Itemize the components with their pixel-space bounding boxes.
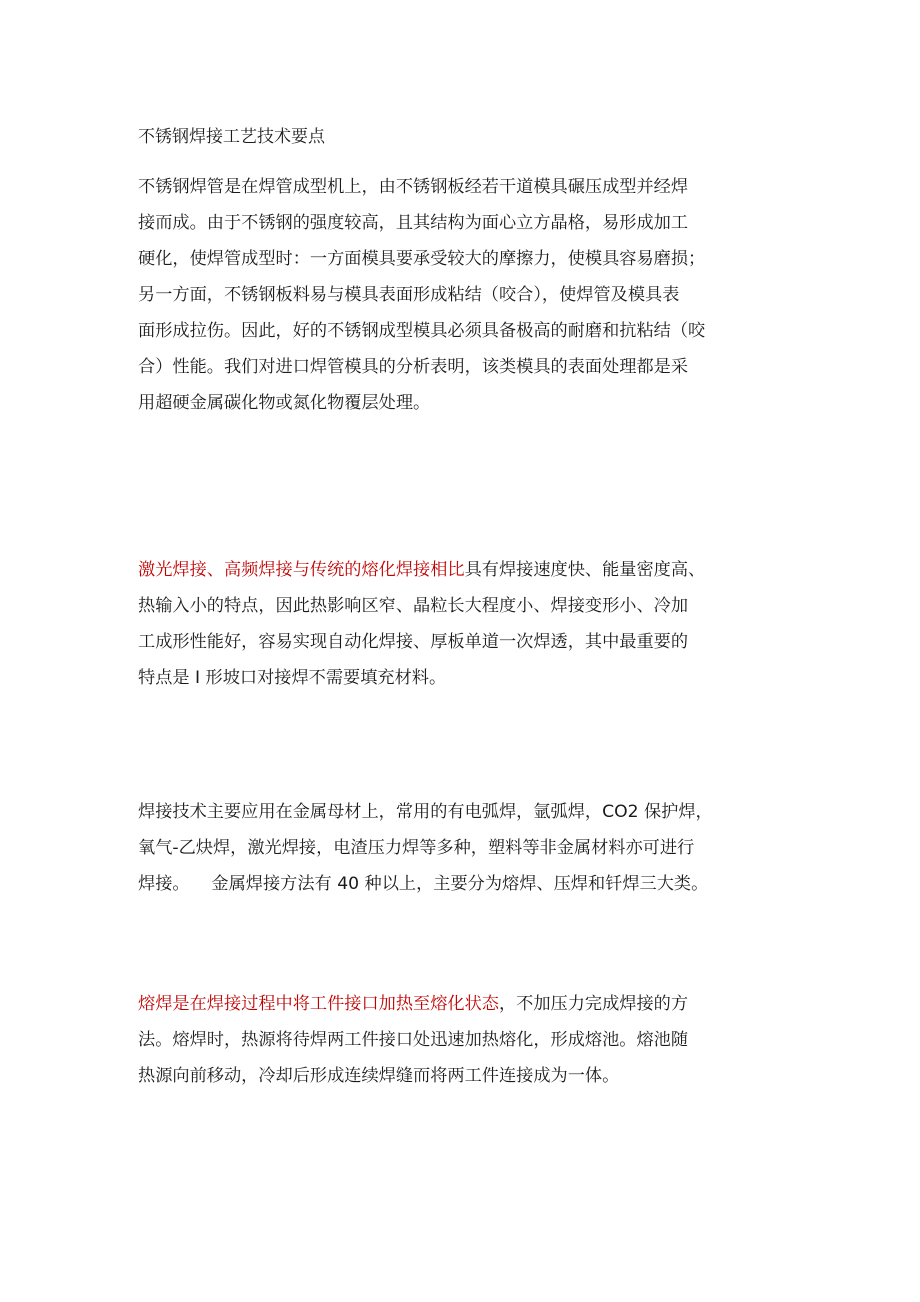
paragraph-line: 不锈钢焊管是在焊管成型机上，由不锈钢板经若干道模具碾压成型并经焊 — [138, 177, 689, 197]
highlighted-phrase: 激光焊接、高频焊接与传统的熔化焊接相比 — [138, 560, 465, 580]
paragraph-line: 面形成拉伤。因此，好的不锈钢成型模具必须具备极高的耐磨和抗粘结（咬 — [138, 321, 706, 341]
paragraph-line: 焊接。 金属焊接方法有 40 种以上，主要分为熔焊、压焊和钎焊三大类。 — [138, 874, 709, 894]
paragraph-line: 特点是 I 形坡口对接焊不需要填充材料。 — [138, 668, 447, 688]
paragraph-line: 接而成。由于不锈钢的强度较高，且其结构为面心立方晶格，易形成加工 — [138, 213, 689, 233]
paragraph-line — [138, 986, 794, 1022]
paragraph-line: 氧气-乙炔焊，激光焊接，电渣压力焊等多种，塑料等非金属材料亦可进行 — [138, 838, 695, 858]
document-title: 不锈钢焊接工艺技术要点 — [138, 127, 325, 147]
line-text: ，不加压力完成焊接的方 — [498, 994, 689, 1014]
paragraph-fusion-welding — [138, 986, 794, 1094]
paragraph-line: 硬化，使焊管成型时：一方面模具要承受较大的摩擦力，使模具容易磨损； — [138, 249, 706, 269]
highlighted-phrase: 熔焊是在焊接过程中将工件接口加热至熔化状态 — [138, 994, 499, 1014]
paragraph-stainless-forming — [138, 169, 794, 421]
paragraph-line: 另一方面，不锈钢板料易与模具表面形成粘结（咬合），使焊管及模具表 — [138, 285, 680, 305]
paragraph-line: 工成形性能好，容易实现自动化焊接、厚板单道一次焊透，其中最重要的 — [138, 632, 689, 652]
paragraph-laser-welding — [138, 552, 794, 696]
paragraph-welding-methods — [138, 794, 794, 902]
paragraph-line: 用超硬金属碳化物或氮化物覆层处理。 — [138, 393, 431, 413]
paragraph-line: 合）性能。我们对进口焊管模具的分析表明，该类模具的表面处理都是采 — [138, 357, 689, 377]
paragraph-line: 法。熔焊时，热源将待焊两工件接口处迅速加热熔化，形成熔池。熔池随 — [138, 1030, 689, 1050]
line-text: 具有焊接速度快、能量密度高、 — [464, 560, 706, 580]
paragraph-line: 焊接技术主要应用在金属母材上，常用的有电弧焊，氩弧焊，CO2 保护焊， — [138, 802, 713, 822]
paragraph-line: 热输入小的特点，因此热影响区窄、晶粒长大程度小、焊接变形小、冷加 — [138, 596, 689, 616]
paragraph-line: 热源向前移动，冷却后形成连续焊缝而将两工件连接成为一体。 — [138, 1066, 620, 1086]
paragraph-line — [138, 552, 794, 588]
